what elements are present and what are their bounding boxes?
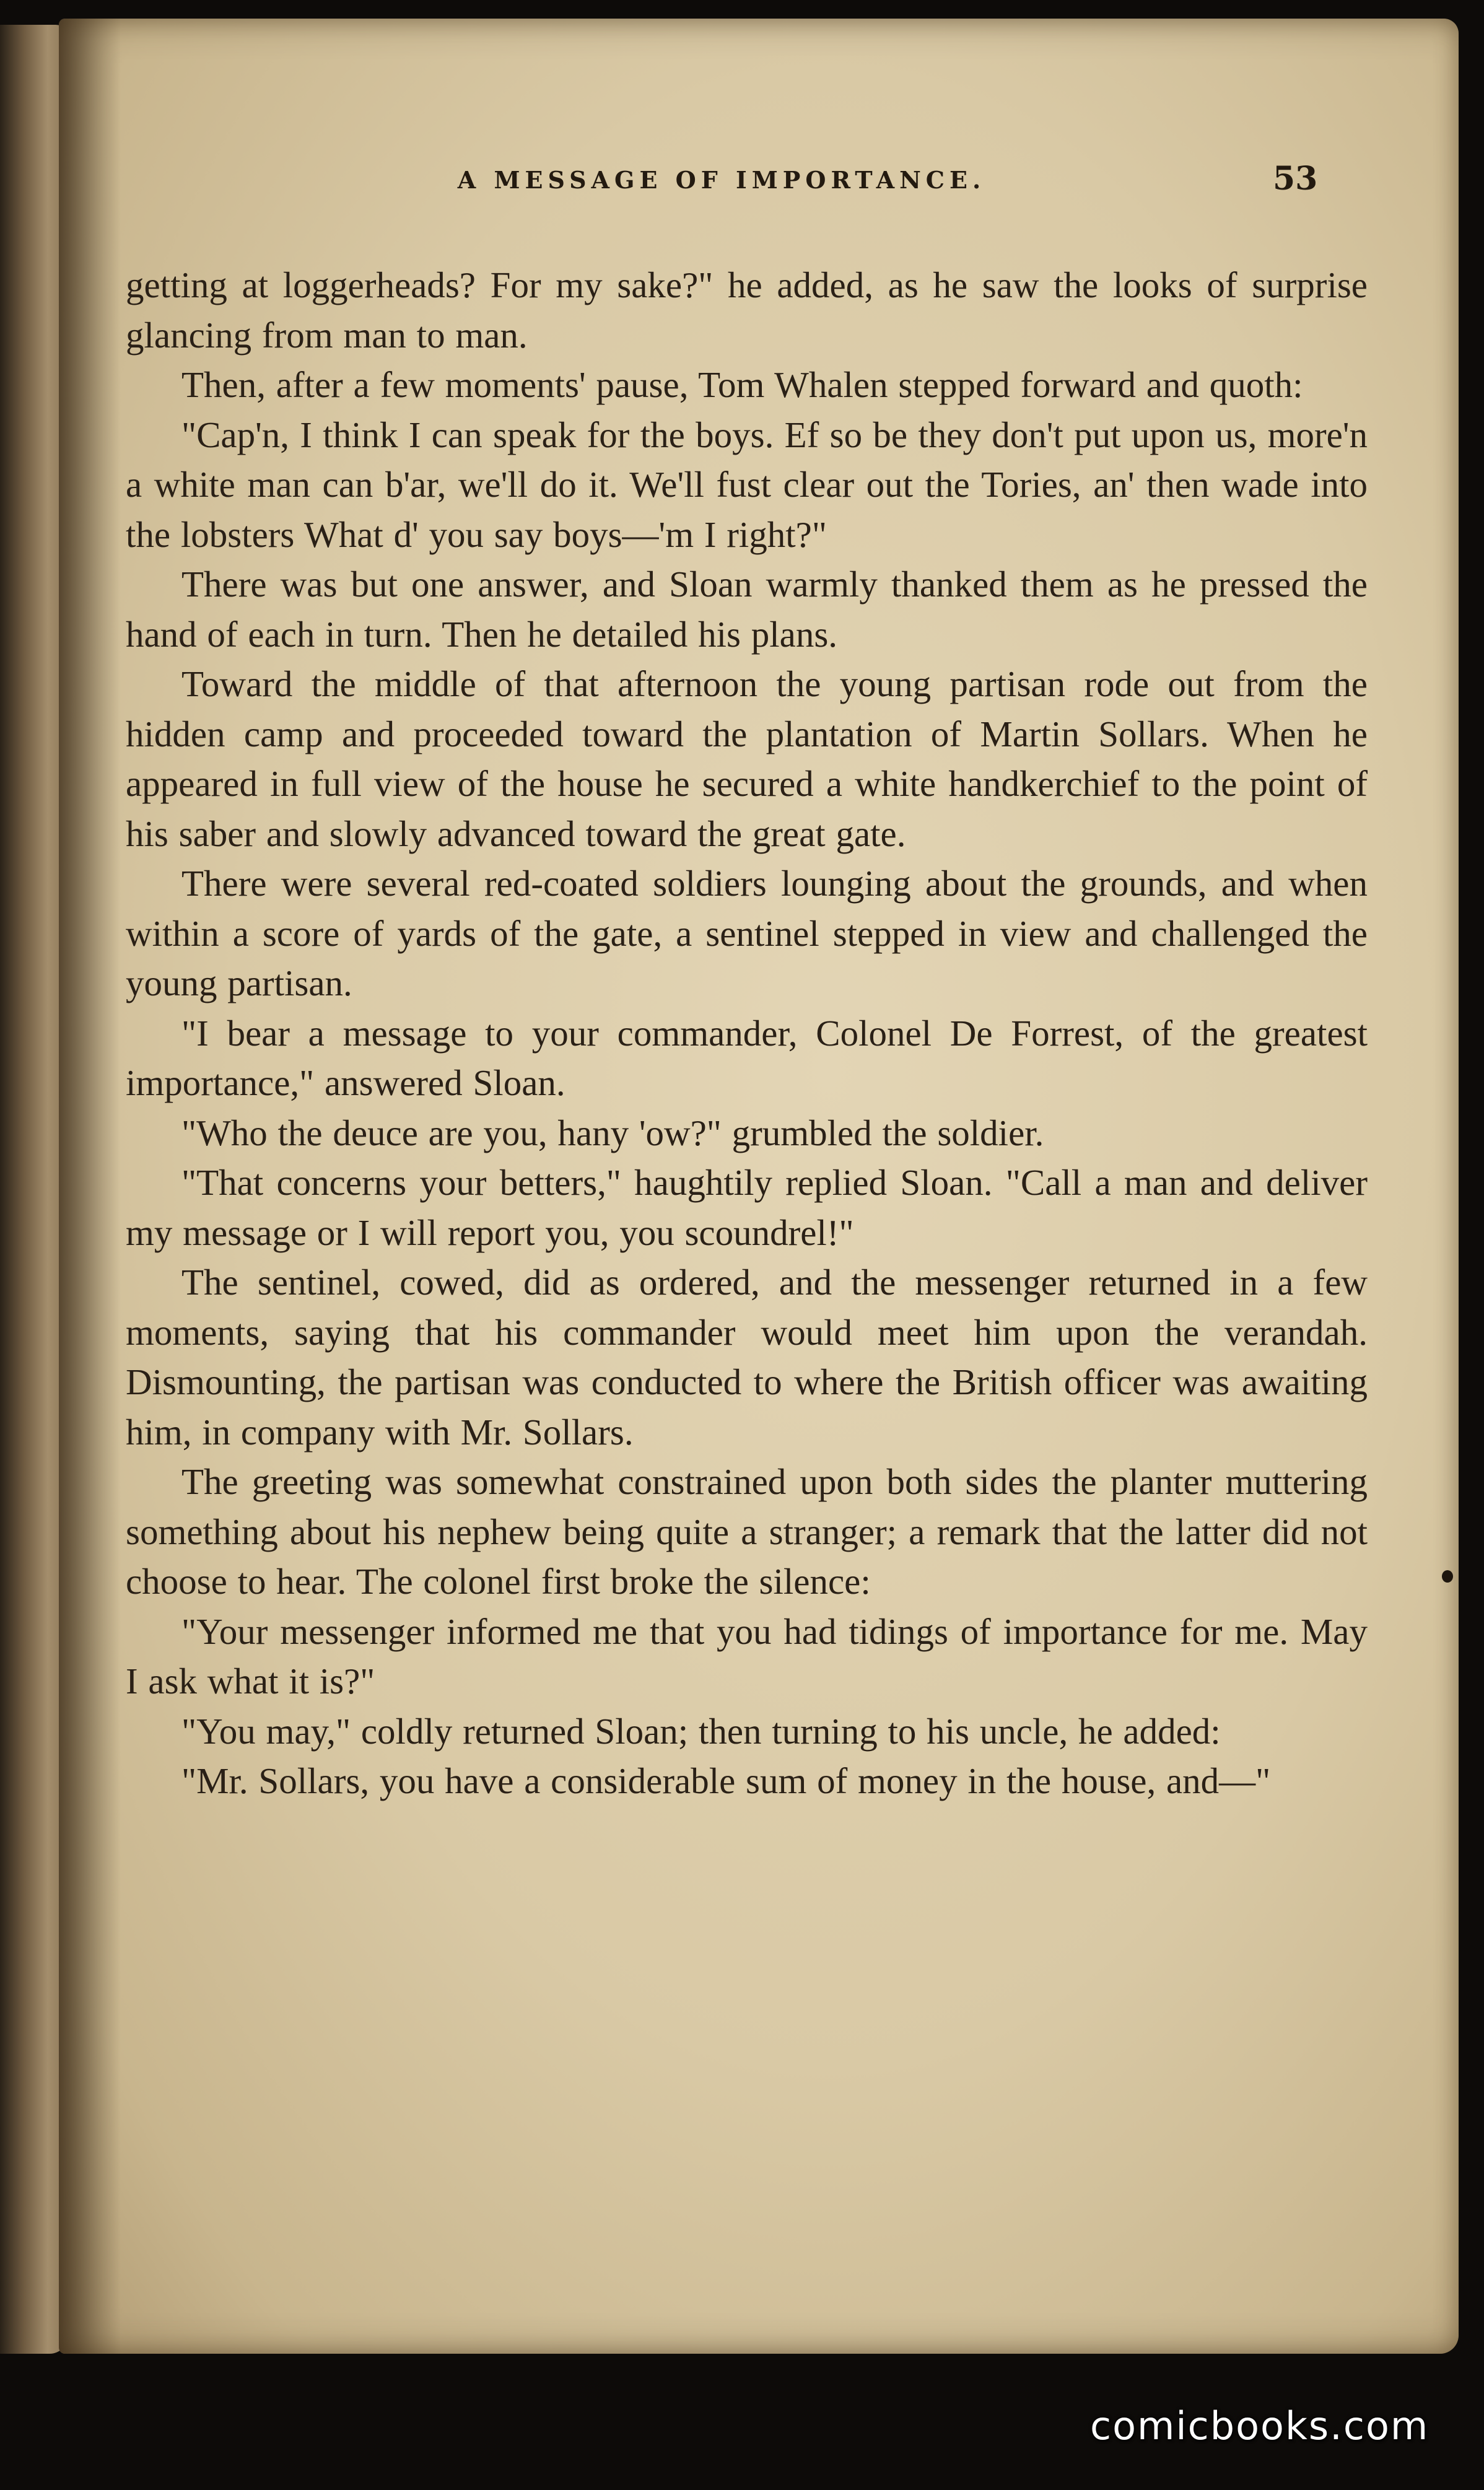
- paragraph: There were several red-coated soldiers lounging about the grounds, and when within a score of yards of the gate, a sentinel stepped in view and challenged the young partisan.: [126, 863, 1368, 1003]
- running-head: [59, 160, 1459, 216]
- paragraph: The greeting was somewhat constrained upon both sides the planter muttering something about his nephew being quite a stranger; a remark that the latter did not choose to hear. The colonel first broke the silence:: [126, 1461, 1368, 1602]
- paragraph: getting at loggerheads? For my sake?" he added, as he saw the looks of surprise glancing from man to man.: [126, 264, 1368, 356]
- paragraph: Then, after a few moments' pause, Tom Whalen stepped forward and quoth:: [181, 364, 1303, 405]
- paragraph: "That concerns your betters," haughtily replied Sloan. "Call a man and deliver my message or I will report you, you scoundrel!": [126, 1162, 1368, 1253]
- paragraph: Toward the middle of that afternoon the young partisan rode out from the hidden camp and proceeded toward the plantation of Martin Sollars. When he appeared in full view of the house he secured a white handkerchief to the point of his saber and slowly advanced toward the great gate.: [126, 663, 1368, 854]
- page-number: 53: [1273, 160, 1318, 198]
- paragraph: "Your messenger informed me that you had tidings of importance for me. May I ask what it is?": [126, 1610, 1368, 1702]
- ink-dot: [1442, 1570, 1453, 1583]
- paragraph: The sentinel, cowed, did as ordered, and the messenger returned in a few moments, saying that his commander would meet him upon the verandah. Dismounting, the partisan was conducted to where the British officer was awaiting him, in company with Mr. Sollars.: [126, 1262, 1368, 1452]
- running-title: A MESSAGE OF IMPORTANCE.: [457, 166, 986, 194]
- paragraph: "You may," coldly returned Sloan; then turning to his uncle, he added:: [181, 1710, 1221, 1752]
- book-page: [59, 19, 1459, 2354]
- facing-page-edge: [0, 25, 68, 2354]
- paragraph: "Who the deuce are you, hany 'ow?" grumbled the soldier.: [181, 1112, 1044, 1153]
- paragraph: There was but one answer, and Sloan warmly thanked them as he pressed the hand of each in turn. Then he detailed his plans.: [126, 564, 1368, 655]
- body-text: [126, 260, 1368, 1806]
- paragraph: "Cap'n, I think I can speak for the boys. Ef so be they don't put upon us, more'n a white man can b'ar, we'll do it. We'll fust clear out the Tories, an' then wade into the lobsters What d' you say boys—'m I right?": [126, 414, 1368, 555]
- watermark: comicbooks.com: [1090, 2403, 1429, 2448]
- paragraph: "I bear a message to your commander, Colonel De Forrest, of the greatest importance," answered Sloan.: [126, 1012, 1368, 1103]
- paragraph: "Mr. Sollars, you have a considerable sum of money in the house, and—": [181, 1760, 1271, 1801]
- page-gutter-shadow: [59, 19, 121, 2354]
